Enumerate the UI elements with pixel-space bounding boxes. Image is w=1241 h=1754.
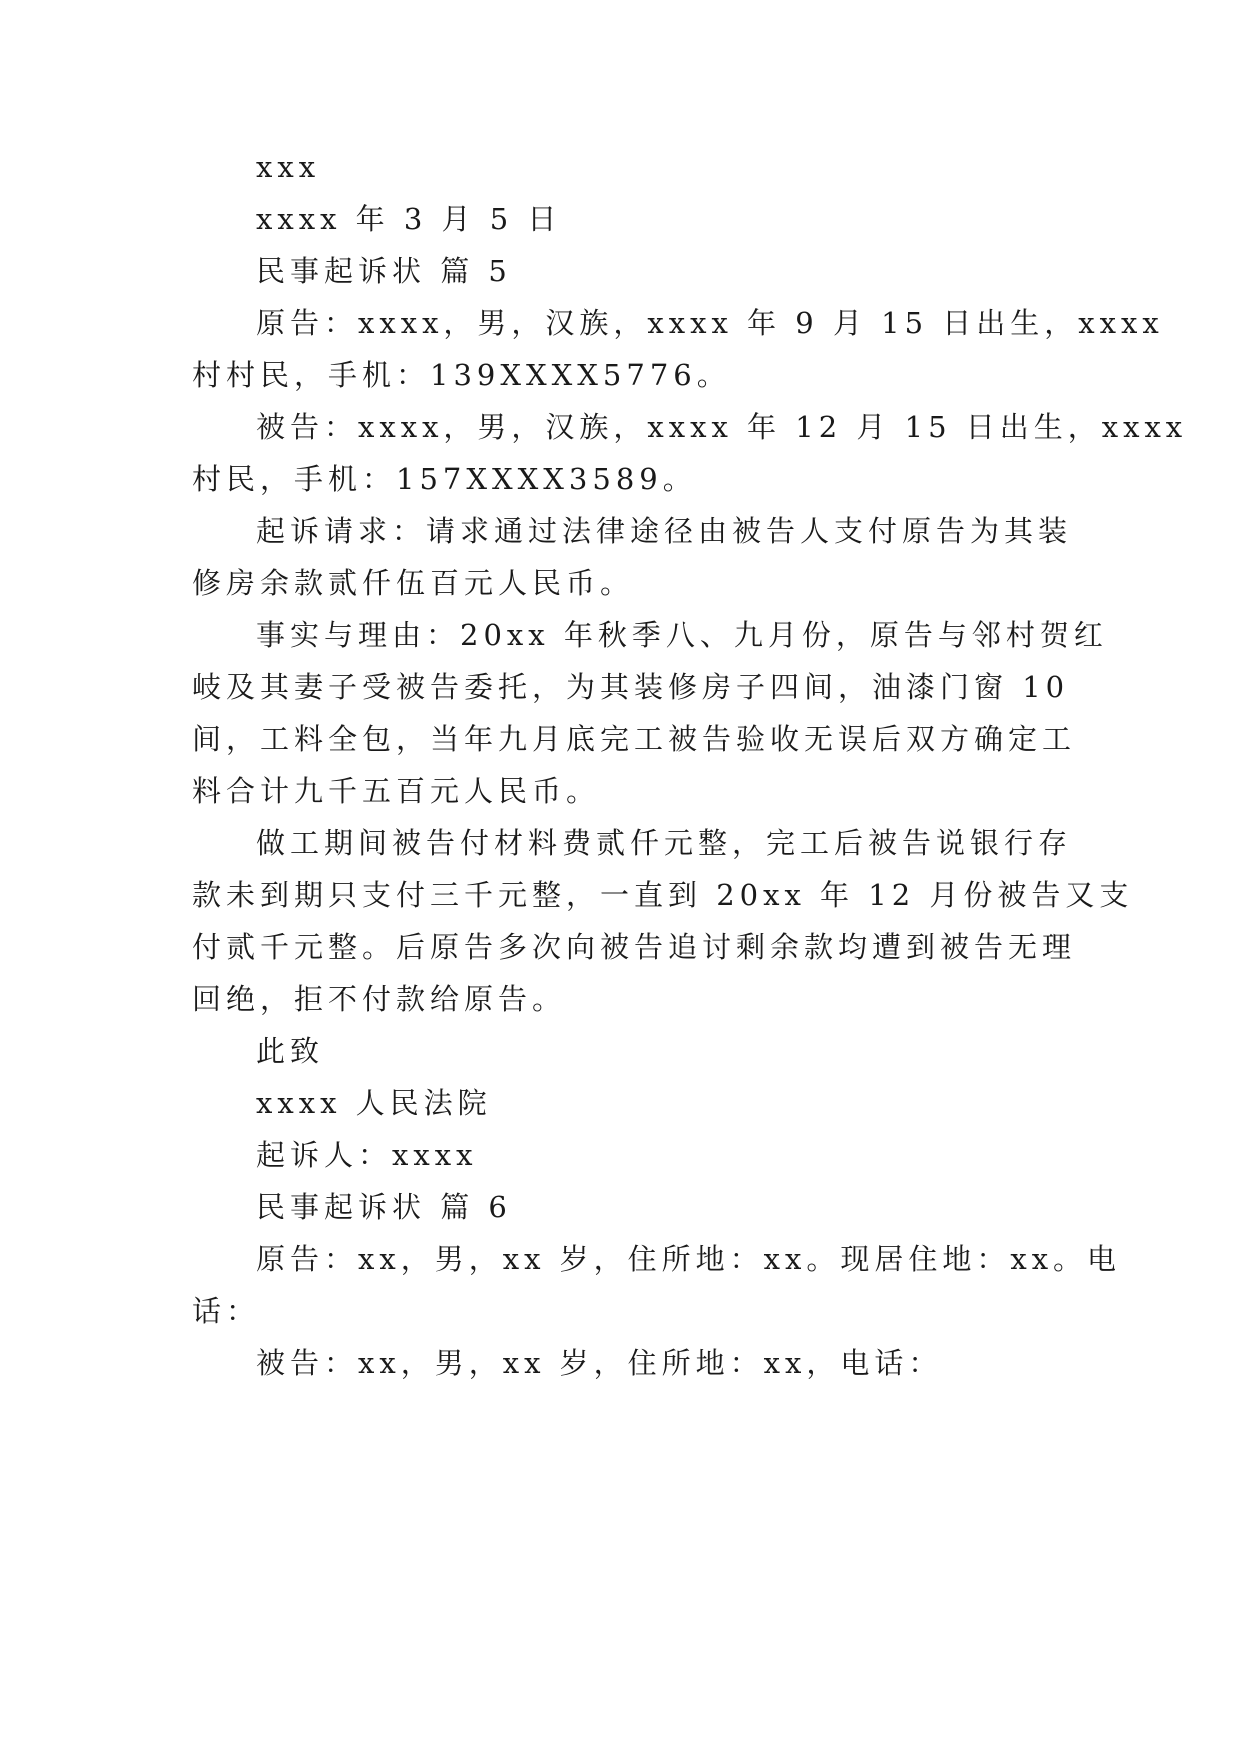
complainant-line: 起诉人：xxxx (256, 1138, 478, 1172)
plaintiff-6-line-2: 话： (192, 1294, 261, 1328)
plaintiff-line-2: 村村民，手机：139XXXX5776。 (192, 358, 731, 392)
defendant-6-line-1: 被告：xx，男，xx 岁，住所地：xx，电话： (256, 1346, 943, 1380)
court-name: xxxx 人民法院 (256, 1086, 492, 1120)
section-heading-6: 民事起诉状 篇 6 (256, 1190, 512, 1224)
facts-line-4: 料合计九千五百元人民币。 (192, 774, 601, 808)
payment-line-1: 做工期间被告付材料费贰仟元整，完工后被告说银行存 (256, 826, 1073, 860)
facts-line-2: 岐及其妻子受被告委托，为其装修房子四间，油漆门窗 10 (192, 670, 1070, 704)
defendant-line-2: 村民，手机：157XXXX3589。 (192, 462, 697, 496)
plaintiff-6-line-1: 原告：xx，男，xx 岁，住所地：xx。现居住地：xx。电 (256, 1242, 1122, 1276)
claim-line-1: 起诉请求：请求通过法律途径由被告人支付原告为其装 (256, 514, 1073, 548)
payment-line-3: 付贰千元整。后原告多次向被告追讨剩余款均遭到被告无理 (192, 930, 1077, 964)
section-heading-5: 民事起诉状 篇 5 (256, 254, 512, 288)
signature-name: xxx (256, 150, 321, 184)
defendant-line-1: 被告：xxxx，男，汉族，xxxx 年 12 月 15 日出生，xxxx (256, 410, 1188, 444)
plaintiff-line-1: 原告：xxxx，男，汉族，xxxx 年 9 月 15 日出生，xxxx (256, 306, 1164, 340)
payment-line-4: 回绝，拒不付款给原告。 (192, 982, 567, 1016)
closing-salutation: 此致 (256, 1034, 325, 1068)
claim-line-2: 修房余款贰仟伍百元人民币。 (192, 566, 635, 600)
facts-line-1: 事实与理由：20xx 年秋季八、九月份，原告与邻村贺红 (256, 618, 1108, 652)
payment-line-2: 款未到期只支付三千元整，一直到 20xx 年 12 月份被告又支 (192, 878, 1134, 912)
signature-date: xxxx 年 3 月 5 日 (256, 202, 562, 236)
facts-line-3: 间，工料全包，当年九月底完工被告验收无误后双方确定工 (192, 722, 1077, 756)
